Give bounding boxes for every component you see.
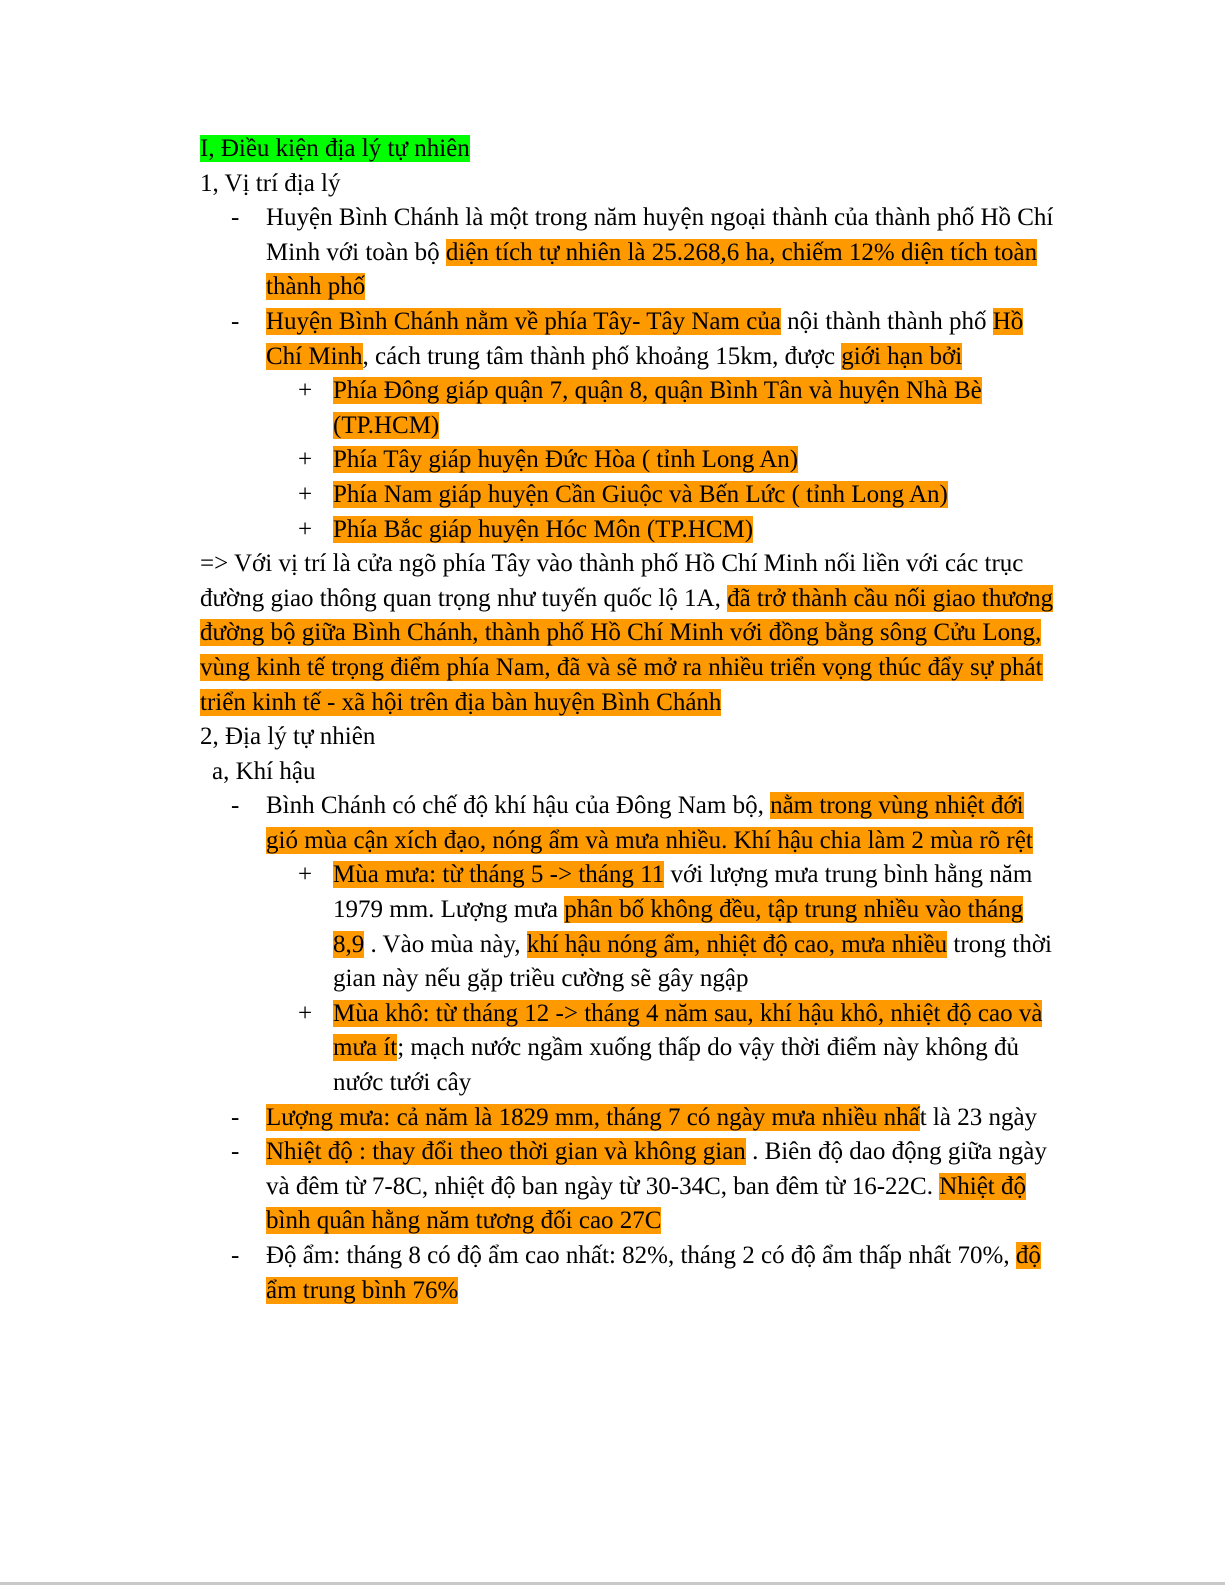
climate-item-temperature — [200, 1135, 1060, 1239]
border-text: Phía Bắc giáp huyện Hóc Môn (TP.HCM) — [333, 515, 754, 543]
dash-bullet: - — [231, 1138, 240, 1166]
rain-distribution-highlight: phân bố không đều, tập trung nhiều vào tháng 8,9 — [333, 896, 1024, 958]
area-highlight: diện tích tự nhiên là 25.268,6 ha, chiếm 12% diện tích toàn thành phố — [266, 238, 1038, 301]
border-item-south — [200, 478, 1060, 513]
dry-highlight: Mùa khô: từ tháng 12 -> tháng 4 năm sau, khí hậu khô, nhiệt độ cao và mưa ít — [333, 999, 1043, 1062]
plus-bullet: + — [298, 999, 313, 1027]
rainfall-highlight: Lượng mưa: cả năm là 1829 mm, tháng 7 có ngày mưa nhiều nhấ — [266, 1103, 920, 1131]
humidity-text: Độ ẩm: tháng 8 có độ ẩm cao nhất: 82%, tháng 2 có độ ẩm thấp nhất 70%, — [266, 1242, 1016, 1269]
plus-bullet: + — [298, 480, 313, 508]
dash-bullet: - — [231, 1242, 240, 1269]
heading-text: I, Điều kiện địa lý tự nhiên — [200, 135, 470, 162]
conclusion-text: => Với vị trí là cửa ngõ phía Tây vào thành phố Hồ Chí Minh nối liền với các trục đường giao thông quan trọng như tuyến quốc lộ 1A, — [200, 550, 1024, 612]
area-text: Huyện Bình Chánh là một trong năm huyện ngoại thành của thành phố Hồ Chí Minh với toàn bộ — [266, 204, 1054, 266]
rainy-highlight: Mùa mưa: từ tháng 5 -> tháng 11 — [333, 861, 665, 889]
climate-text: Bình Chánh có chế độ khí hậu của Đông Nam bộ, — [266, 792, 771, 820]
season-item-rainy — [200, 858, 1060, 996]
plus-bullet: + — [298, 446, 313, 474]
climate-item-overview — [200, 789, 1060, 858]
city-highlight: Hồ Chí Minh — [266, 307, 1024, 370]
climate-item-rainfall — [200, 1101, 1060, 1136]
border-text: Phía Tây giáp huyện Đức Hòa ( tỉnh Long An) — [333, 446, 799, 474]
average-temperature-highlight: Nhiệt độ bình quân hằng năm tương đối cao 27C — [266, 1172, 1026, 1235]
border-text: Phía Nam giáp huyện Cần Giuộc và Bến Lức ( tỉnh Long An) — [333, 480, 948, 508]
position-highlight: Huyện Bình Chánh nằm về phía Tây- Tây Nam của — [266, 307, 781, 335]
conclusion-highlight: đã trở thành cầu nối giao thương đường bộ giữa Bình Chánh, thành phố Hồ Chí Minh với đồng bằng sông Cửu Long, vùng kinh tế trọng điểm phía Nam, đã và sẽ mở ra nhiều triển vọng thúc đẩy sự phát triển kinh tế - xã hội trên địa bàn huyện Bình Chánh — [200, 584, 1054, 716]
rainy-text-2: . Vào mùa này, — [364, 930, 527, 958]
border-item-north — [200, 513, 1060, 548]
border-item-west — [200, 443, 1060, 478]
border-item-east — [200, 374, 1060, 443]
dash-bullet: - — [231, 307, 240, 335]
section-heading — [200, 132, 1060, 167]
position-text: nội thành thành phố — [780, 307, 993, 335]
dash-bullet: - — [231, 1103, 240, 1131]
rainfall-text: t là 23 ngày — [919, 1103, 1038, 1131]
dry-text: ; mạch nước ngầm xuống thấp do vậy thời điểm này không đủ nước tưới cây — [333, 1034, 1020, 1097]
climate-highlight: nằm trong vùng nhiệt đới gió mùa cận xích đạo, nóng ẩm và mưa nhiều. Khí hậu chia làm 2 mùa rõ rệt — [266, 792, 1033, 854]
document-body — [200, 132, 1060, 1308]
location-conclusion — [200, 547, 1060, 720]
humidity-highlight: độ ẩm trung bình 76% — [266, 1242, 1041, 1304]
border-text: Phía Đông giáp quận 7, quận 8, quận Bình Tân và huyện Nhà Bè (TP.HCM) — [333, 377, 982, 439]
subsection-title-location: 1, Vị trí địa lý — [200, 169, 341, 197]
rainy-text-3: trong thời gian này nếu gặp triều cường sẽ gây ngập — [333, 930, 1053, 993]
bounded-highlight: giới hạn bởi — [841, 342, 963, 370]
rainy-climate-highlight: khí hậu nóng ẩm, nhiệt độ cao, mưa nhiều — [526, 930, 948, 958]
plus-bullet: + — [298, 515, 313, 543]
rainy-text: với lượng mưa trung bình hằng năm 1979 mm. Lượng mưa — [333, 861, 1033, 924]
subsection-title-climate: a, Khí hậu — [212, 757, 316, 785]
temperature-highlight: Nhiệt độ : thay đổi theo thời gian và không gian — [266, 1138, 746, 1166]
distance-text: , cách trung tâm thành phố khoảng 15km, được — [362, 342, 842, 370]
climate-item-humidity — [200, 1239, 1060, 1308]
temperature-text: . Biên độ dao động giữa ngày và đêm từ 7-8C, nhiệt độ ban ngày từ 30-34C, ban đêm từ 16-22C. — [266, 1138, 1047, 1200]
plus-bullet: + — [298, 861, 313, 889]
season-item-dry — [200, 997, 1060, 1101]
dash-bullet: - — [231, 204, 240, 232]
location-item-area — [200, 201, 1060, 305]
subsection-title-nature: 2, Địa lý tự nhiên — [200, 723, 376, 751]
plus-bullet: + — [298, 377, 313, 405]
location-item-position — [200, 305, 1060, 374]
dash-bullet: - — [231, 792, 240, 820]
